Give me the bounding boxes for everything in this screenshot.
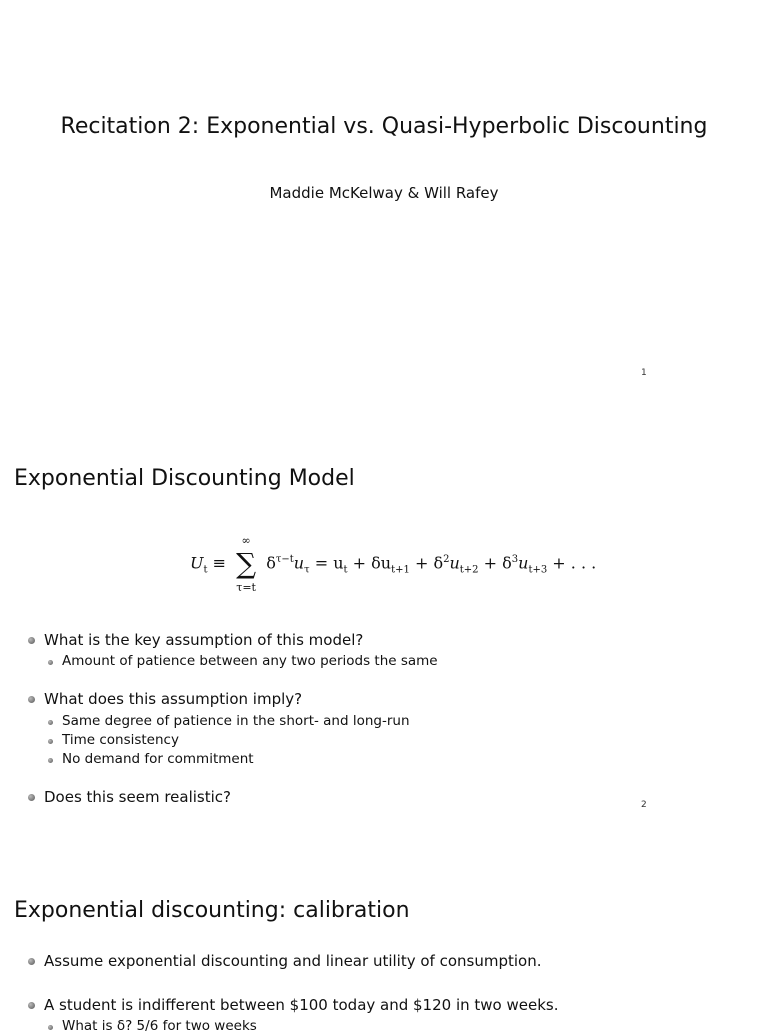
authors: Maddie McKelway & Will Rafey (269, 184, 499, 202)
bullet-item: A student is indifferent between $100 today and $120 in two weeks. (28, 995, 559, 1015)
frame-title: Exponential discounting: calibration (14, 898, 410, 923)
eq-sub-t3: t+3 (528, 564, 548, 576)
eq-lhs: U (190, 553, 204, 573)
eq-term-exp: τ−t (275, 554, 294, 566)
presentation-title: Recitation 2: Exponential vs. Quasi-Hyperbolic Discounting (60, 114, 708, 139)
eq-plus-delta2: + δ (414, 553, 444, 573)
eq-u2: u (449, 553, 460, 573)
utility-equation (190, 534, 597, 594)
sub-bullet-list (28, 1017, 257, 1036)
sub-bullet-list (28, 712, 410, 769)
bullet-list (28, 787, 231, 807)
sum-upper-limit: ∞ (241, 534, 251, 547)
eq-lhs-sub: t (203, 564, 208, 576)
bullet-list (28, 995, 559, 1015)
summation (233, 534, 259, 594)
page-number: 1 (641, 368, 647, 378)
sub-bullet-item: Amount of patience between any two periods the same (28, 652, 438, 671)
slide-3 (0, 864, 768, 1034)
bullet-list (28, 689, 302, 709)
bullet-list (28, 951, 541, 971)
eq-plus-delta-u: + δu (352, 553, 392, 573)
eq-tail: + . . . (552, 553, 597, 573)
eq-exp2: 2 (443, 554, 450, 566)
bullet-item: Does this seem realistic? (28, 787, 231, 807)
eq-u3: u (518, 553, 529, 573)
slide-1 (0, 0, 768, 432)
sigma-symbol: ∑ (236, 547, 257, 580)
eq-rhs-sub: t (343, 564, 348, 576)
sub-bullet-item: No demand for commitment (28, 750, 410, 769)
sub-bullet-list (28, 652, 438, 671)
page-number: 2 (641, 800, 647, 810)
eq-sub-t1: t+1 (391, 564, 410, 576)
sub-bullet-item: What is δ? 5/6 for two weeks (28, 1017, 257, 1036)
frame-title: Exponential Discounting Model (14, 466, 355, 491)
bullet-item: Assume exponential discounting and linear utility of consumption. (28, 951, 541, 971)
bullet-item: What is the key assumption of this model? (28, 630, 363, 650)
eq-exp3: 3 (511, 554, 519, 566)
bullet-list (28, 630, 363, 650)
slide-2 (0, 432, 768, 864)
eq-term-u-sub: τ (304, 564, 310, 576)
sub-bullet-item: Same degree of patience in the short- and long-run (28, 712, 410, 731)
eq-plus-delta3: + δ (483, 553, 512, 573)
sub-bullet-item: Time consistency (28, 731, 410, 750)
bullet-item: What does this assumption imply? (28, 689, 302, 709)
eq-term-base: δ (266, 553, 276, 573)
eq-rhs: = u (314, 553, 344, 573)
eq-term-u: u (293, 553, 305, 573)
sum-lower-limit: τ=t (236, 581, 256, 594)
eq-sub-t2: t+2 (459, 564, 479, 576)
eq-equiv: ≡ (212, 553, 227, 573)
